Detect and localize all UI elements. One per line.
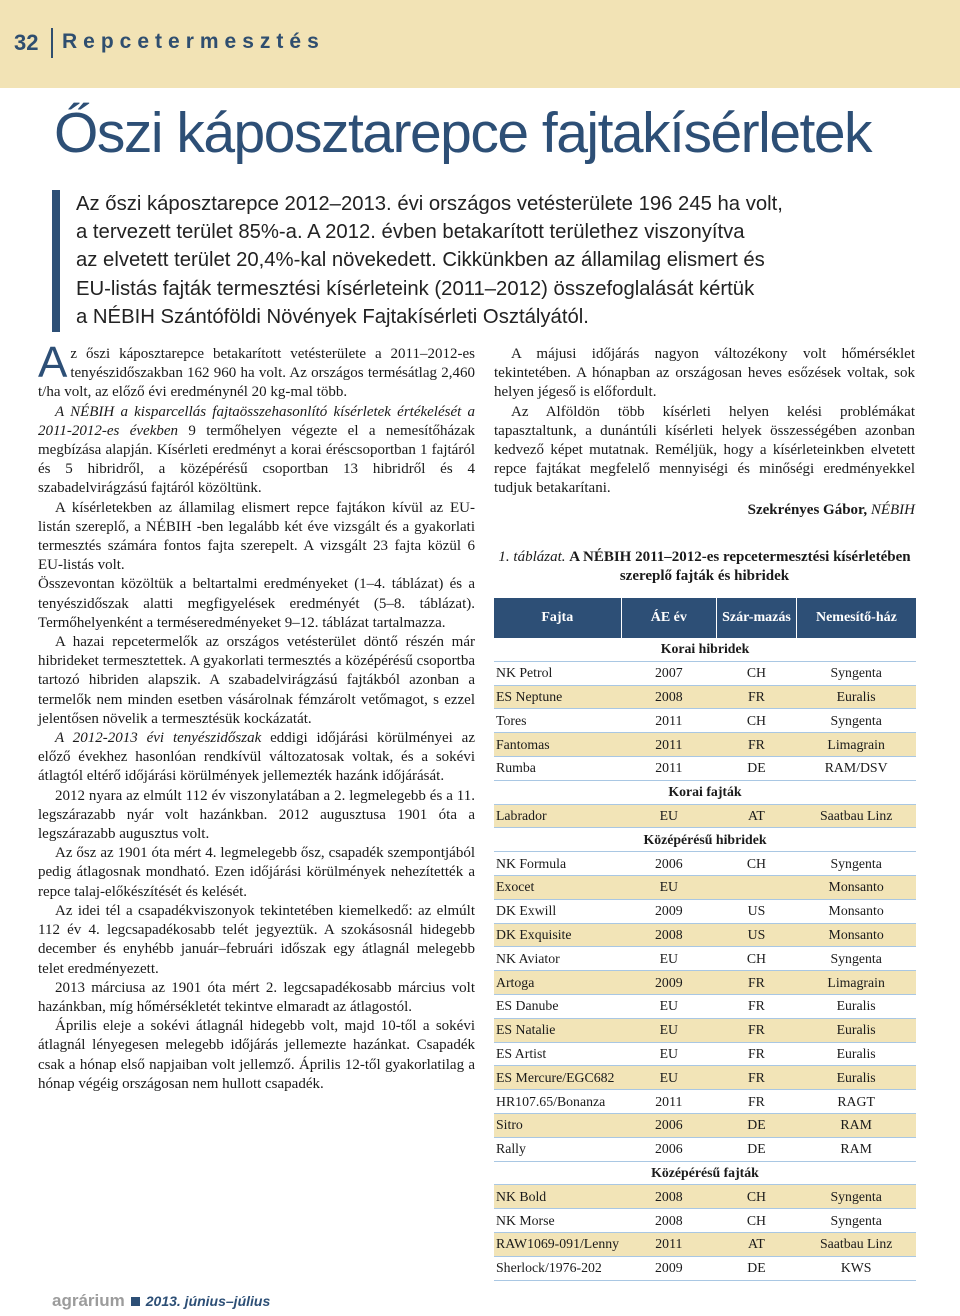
cell-nemesitohaz: Syngenta: [796, 947, 916, 971]
cell-szarmazas: CH: [717, 709, 797, 733]
article-title: Őszi káposztarepce fajtakísérletek: [54, 101, 872, 165]
left-column: [38, 338, 475, 1094]
cell-fajta: NK Formula: [494, 852, 621, 876]
table-row: [494, 1256, 916, 1280]
cell-szarmazas: FR: [717, 971, 797, 995]
body-paragraph: A hazai repcetermelők az országos vetésterület döntő részén már hibrideket termesztettek. A gyakorlati termesztés a középérésű csoportba tartozó hibriden alapszik. A szabadelvirágzású fajtákból azonban a termelők nem minden esetben vásárolnak fémzárolt vetőmagot, s ezzel jelentősen növelik a termesztésük kockázatát.: [38, 634, 475, 727]
cell-nemesitohaz: KWS: [796, 1256, 916, 1280]
table-row: [494, 804, 916, 828]
cell-szarmazas: FR: [717, 1042, 797, 1066]
cell-fajta: ES Neptune: [494, 685, 621, 709]
table-row: [494, 971, 916, 995]
table-caption: [494, 548, 915, 587]
cell-ae-ev: 2009: [621, 1256, 717, 1280]
cell-szarmazas: CH: [717, 1209, 797, 1233]
cell-nemesitohaz: Euralis: [796, 1042, 916, 1066]
cell-nemesitohaz: Saatbau Linz: [796, 1232, 916, 1256]
cell-ae-ev: EU: [621, 994, 717, 1018]
cell-szarmazas: FR: [717, 685, 797, 709]
table-row: [494, 852, 916, 876]
table-row: [494, 756, 916, 780]
table-header-row: [494, 598, 916, 638]
table-row: [494, 923, 916, 947]
cell-nemesitohaz: Euralis: [796, 685, 916, 709]
variety-table: [494, 598, 916, 1281]
cell-nemesitohaz: Monsanto: [796, 923, 916, 947]
cell-fajta: Sitro: [494, 1113, 621, 1137]
cell-fajta: Exocet: [494, 875, 621, 899]
cell-nemesitohaz: RAM/DSV: [796, 756, 916, 780]
table-row: [494, 875, 916, 899]
table-row: [494, 1018, 916, 1042]
cell-ae-ev: 2008: [621, 923, 717, 947]
table-row: [494, 899, 916, 923]
page-number: 32: [14, 30, 39, 55]
table-row: [494, 947, 916, 971]
author-name: Szekrényes Gábor,: [747, 501, 868, 518]
lead-accent-bar: [52, 190, 60, 332]
cell-ae-ev: 2011: [621, 1090, 717, 1114]
cell-fajta: ES Natalie: [494, 1018, 621, 1042]
table-group-row: [494, 780, 916, 804]
cell-fajta: ES Mercure/EGC682: [494, 1066, 621, 1090]
body-paragraph: A májusi időjárás nagyon változékony volt hőmérséklet tekintetében. A hónapban az országosan heves esőzések voltak, sok helyen jégeső is előfordult.: [494, 346, 915, 401]
lead-line: a NÉBIH Szántóföldi Növények Fajtakísérleti Osztályától.: [76, 305, 589, 328]
cell-ae-ev: 2006: [621, 852, 717, 876]
cell-nemesitohaz: Syngenta: [796, 709, 916, 733]
cell-szarmazas: AT: [717, 804, 797, 828]
cell-ae-ev: 2006: [621, 1137, 717, 1161]
cell-szarmazas: FR: [717, 1066, 797, 1090]
cell-szarmazas: CH: [717, 661, 797, 685]
lead-line: EU-listás fajták termesztési kísérleteink (2011–2012) összefoglalását kértük: [76, 277, 755, 300]
cell-fajta: DK Exwill: [494, 899, 621, 923]
cell-nemesitohaz: Syngenta: [796, 1185, 916, 1209]
cell-nemesitohaz: Syngenta: [796, 1209, 916, 1233]
cell-fajta: ES Danube: [494, 994, 621, 1018]
body-paragraph: 2013 márciusa az 1901 óta mért 2. legcsapadékosabb március volt hazánkban, míg hőmérsékletét tekintve elmaradt az átlagostól.: [38, 979, 475, 1015]
table-label: 1. táblázat.: [498, 548, 566, 565]
drop-cap: A: [38, 338, 68, 387]
body-paragraph: Összevontan közöltük a beltartalmi eredményeket (1–4. táblázat) és a tenyészidőszak alatti megfigyelések eredményét (5–8. táblázat). Termőhelyenként a terméseredményeket 9–12. táblázat tartalmazza.: [38, 576, 475, 631]
table-row: [494, 1185, 916, 1209]
italic-text: A 2012-2013 évi tenyészidőszak: [55, 730, 262, 747]
table-row: [494, 1090, 916, 1114]
cell-nemesitohaz: RAM: [796, 1113, 916, 1137]
body-paragraph: 2012 nyara az elmúlt 112 év viszonylatában a 2. legmelegebb és a 11. legszárazabb nyár volt hazánkban. 2012 augusztusa 1901 óta a legszárazabb augusztus volt.: [38, 787, 475, 843]
cell-ae-ev: EU: [621, 1018, 717, 1042]
header-szarmazas: Szár-mazás: [717, 598, 797, 638]
cell-fajta: NK Petrol: [494, 661, 621, 685]
table-title: A NÉBIH 2011–2012-es repcetermesztési kísérletében szereplő fajták és hibridek: [569, 548, 911, 585]
cell-ae-ev: 2009: [621, 899, 717, 923]
cell-ae-ev: 2009: [621, 971, 717, 995]
table-row: [494, 1066, 916, 1090]
table-group-row: [494, 828, 916, 852]
table-row: [494, 1137, 916, 1161]
cell-fajta: Rally: [494, 1137, 621, 1161]
author-org: NÉBIH: [870, 501, 915, 518]
cell-fajta: ES Artist: [494, 1042, 621, 1066]
cell-szarmazas: FR: [717, 733, 797, 757]
footer-square-icon: [131, 1297, 140, 1306]
cell-nemesitohaz: Monsanto: [796, 899, 916, 923]
cell-ae-ev: EU: [621, 947, 717, 971]
cell-szarmazas: CH: [717, 1185, 797, 1209]
cell-fajta: NK Morse: [494, 1209, 621, 1233]
right-column: [494, 345, 915, 587]
lead-line: Az őszi káposztarepce 2012–2013. évi országos vetésterülete 196 245 ha volt,: [76, 193, 783, 215]
cell-szarmazas: CH: [717, 852, 797, 876]
cell-szarmazas: CH: [717, 947, 797, 971]
header-bar: [0, 0, 960, 88]
cell-ae-ev: 2011: [621, 709, 717, 733]
table-body: [494, 638, 916, 1280]
cell-ae-ev: 2011: [621, 733, 717, 757]
table-row: [494, 994, 916, 1018]
cell-ae-ev: EU: [621, 804, 717, 828]
lead-line: az elvetett terület 20,4%-kal növekedett. Cikkünkben az államilag elismert és: [76, 249, 765, 272]
body-paragraph: Az Alföldön több kísérleti helyen kelési problémákat tapasztaltunk, a dunántúli kísérleti helyek összességében azonban kedvező képet mutatnak. Reméljük, hogy a kísérleteinkben elvetett repce fajtákat megfelelő mennyiségi és minőségi eredményekkel tudjuk betakarítani.: [494, 403, 915, 497]
cell-ae-ev: 2008: [621, 685, 717, 709]
table-group-row: [494, 638, 916, 661]
footer-date: 2013. június–július: [145, 1293, 271, 1309]
cell-ae-ev: 2008: [621, 1209, 717, 1233]
cell-nemesitohaz: Limagrain: [796, 971, 916, 995]
cell-ae-ev: 2006: [621, 1113, 717, 1137]
cell-fajta: Labrador: [494, 804, 621, 828]
paragraph-text: z őszi káposztarepce betakarított vetésterülete a 2011–2012-es tenyészidőszakban 162 960 ha volt. Az országos termésátlag 2,460 t/ha volt, az előző évi eredménynél 20 kg-mal több.: [38, 346, 475, 401]
cell-ae-ev: EU: [621, 1066, 717, 1090]
group-label: Középérésű hibridek: [494, 828, 916, 852]
body-paragraph: Az ősz az 1901 óta mért 4. legmelegebb ősz, csapadék szempontjából pedig átlagosnak mondható. Ezen időjárási körülmények nehezítették a repce talaj-előkészítését és kelését.: [38, 845, 475, 900]
body-paragraph: Április eleje a sokévi átlagnál hidegebb volt, majd 10-től a sokévi átlagnál lényegesen melegebb időjárás jellemezte hazánkat. Csapadék csak a hónap első napjaiban volt jellemző. Április 12-től gyakorlatilag a hónap végéig országosan nem hullott csapadék.: [38, 1018, 475, 1092]
cell-szarmazas: US: [717, 923, 797, 947]
table-group-row: [494, 1161, 916, 1185]
italic-text: A NÉBIH a kisparcellás fajtaösszehasonlító kísérletek értékelését a 2011-2012-es években: [38, 403, 475, 439]
cell-nemesitohaz: Syngenta: [796, 661, 916, 685]
cell-nemesitohaz: Euralis: [796, 1018, 916, 1042]
cell-szarmazas: FR: [717, 994, 797, 1018]
body-paragraph: [38, 729, 475, 787]
cell-nemesitohaz: Euralis: [796, 1066, 916, 1090]
cell-fajta: Rumba: [494, 756, 621, 780]
cell-nemesitohaz: RAM: [796, 1137, 916, 1161]
body-paragraph: Az idei tél a csapadékviszonyok tekintetében kiemelkedő: az elmúlt 112 év 4. legcsapadékosabb telét jegyeztük. A szokásosnál hidegebb december és enyhébb január–februári időszak egy átlagnál melegebb telet eredményezett.: [38, 902, 475, 977]
cell-fajta: DK Exquisite: [494, 923, 621, 947]
cell-fajta: Fantomas: [494, 733, 621, 757]
header-fajta: Fajta: [494, 598, 621, 638]
body-paragraph: A kísérletekben az államilag elismert repce fajtákon kívül az EU-listán szereplő, a NÉBIH -ben legalább két éve vizsgált és a gyakorlati termesztés számára fontos fajta szerepelt. A vizsgált 23 fajta közül 6 EU-listás volt.: [38, 499, 475, 574]
cell-nemesitohaz: Euralis: [796, 994, 916, 1018]
group-label: Korai hibridek: [494, 638, 916, 661]
table-row: [494, 1232, 916, 1256]
cell-fajta: Artoga: [494, 971, 621, 995]
group-label: Korai fajták: [494, 780, 916, 804]
cell-szarmazas: FR: [717, 1090, 797, 1114]
lead-line: a tervezett terület 85%-a. A 2012. évben betakarított területhez viszonyítva: [76, 221, 745, 244]
cell-szarmazas: FR: [717, 1018, 797, 1042]
cell-ae-ev: EU: [621, 875, 717, 899]
cell-nemesitohaz: Syngenta: [796, 852, 916, 876]
table-row: [494, 685, 916, 709]
cell-ae-ev: 2011: [621, 756, 717, 780]
cell-szarmazas: DE: [717, 1113, 797, 1137]
header-nemesitohaz: Nemesítő-ház: [796, 598, 916, 638]
cell-ae-ev: 2008: [621, 1185, 717, 1209]
cell-nemesitohaz: Limagrain: [796, 733, 916, 757]
cell-ae-ev: 2011: [621, 1232, 717, 1256]
paragraph-text: eddigi időjárási körülményei az előző évekhez hasonlóan rendkívül változatosak voltak, és a sokévi átlagtól eltérő időjárási körülmények jellemezték hazánk időjárását.: [38, 730, 475, 785]
table-row: [494, 709, 916, 733]
cell-nemesitohaz: Monsanto: [796, 875, 916, 899]
cell-fajta: Tores: [494, 709, 621, 733]
cell-nemesitohaz: RAGT: [796, 1090, 916, 1114]
page-footer: [52, 1291, 270, 1311]
cell-ae-ev: 2007: [621, 661, 717, 685]
author-signature: [494, 501, 915, 520]
cell-szarmazas: US: [717, 899, 797, 923]
lead-paragraph: [76, 190, 936, 331]
paragraph-text: 9 termőhelyen végezte el a nemesítőházak megbízása alapján. Kísérleti eredményt a korai éréscsoportban 1 fajtáról és 5 hibridről, a középérésű csoportban 13 hibridről és 4 szabadelvirágzású fajtáról közöltünk.: [38, 422, 475, 497]
group-label: Középérésű fajták: [494, 1161, 916, 1185]
table-row: [494, 1113, 916, 1137]
cell-szarmazas: AT: [717, 1232, 797, 1256]
header-divider: [51, 28, 53, 58]
table-row: [494, 661, 916, 685]
cell-fajta: NK Aviator: [494, 947, 621, 971]
cell-ae-ev: EU: [621, 1042, 717, 1066]
cell-fajta: RAW1069-091/Lenny: [494, 1232, 621, 1256]
section-title: Repcetermesztés: [62, 30, 325, 53]
header-ae-ev: ÁE év: [621, 598, 717, 638]
body-paragraph: [38, 338, 475, 403]
footer-brand: agrárium: [52, 1291, 125, 1310]
table-row: [494, 1042, 916, 1066]
cell-fajta: Sherlock/1976-202: [494, 1256, 621, 1280]
body-paragraph: [38, 403, 475, 499]
cell-nemesitohaz: Saatbau Linz: [796, 804, 916, 828]
cell-szarmazas: DE: [717, 756, 797, 780]
cell-szarmazas: [717, 875, 797, 899]
cell-szarmazas: DE: [717, 1137, 797, 1161]
table-row: [494, 733, 916, 757]
cell-fajta: HR107.65/Bonanza: [494, 1090, 621, 1114]
table-row: [494, 1209, 916, 1233]
cell-szarmazas: DE: [717, 1256, 797, 1280]
cell-fajta: NK Bold: [494, 1185, 621, 1209]
